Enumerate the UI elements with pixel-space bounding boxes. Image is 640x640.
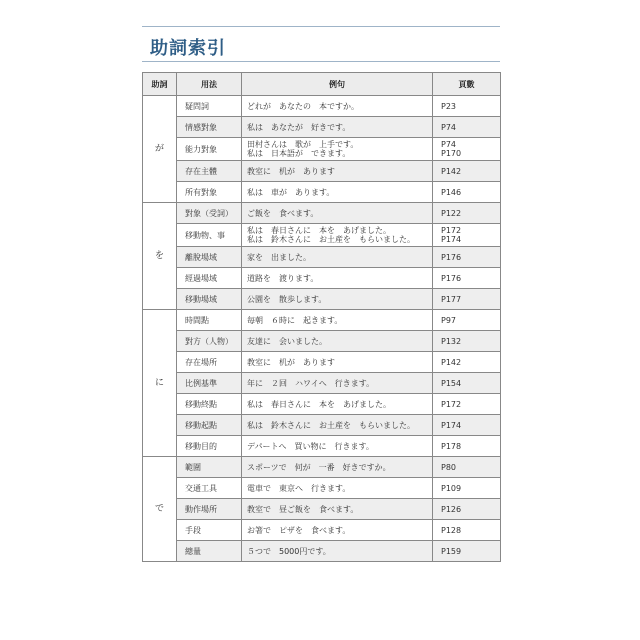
table-row bbox=[143, 96, 501, 117]
page-number: P142 bbox=[441, 357, 462, 367]
usage-cell: 能力對象 bbox=[177, 138, 242, 161]
page-cell bbox=[433, 96, 501, 117]
usage-cell: 比例基準 bbox=[177, 373, 242, 394]
example-sentence: 道路を 渡ります。 bbox=[247, 273, 319, 283]
table-row bbox=[143, 224, 501, 247]
page-number: P80 bbox=[441, 462, 457, 472]
usage-cell: 動作場所 bbox=[177, 499, 242, 520]
example-sentence: 年に ２回 ハワイへ 行きます。 bbox=[247, 378, 375, 388]
usage-cell: 移動起點 bbox=[177, 415, 242, 436]
page-number: P170 bbox=[441, 149, 462, 158]
example-cell bbox=[242, 436, 433, 457]
page-number: P128 bbox=[441, 525, 462, 535]
example-cell bbox=[242, 117, 433, 138]
particle-index-table bbox=[142, 72, 501, 562]
page-cell bbox=[433, 541, 501, 562]
header-example: 例句 bbox=[242, 73, 433, 96]
page-cell bbox=[433, 247, 501, 268]
table-row bbox=[143, 457, 501, 478]
page-cell bbox=[433, 289, 501, 310]
example-sentence: お箸で ピザを 食べます。 bbox=[247, 525, 351, 535]
example-sentence: 公園を 散歩します。 bbox=[247, 294, 327, 304]
example-cell bbox=[242, 161, 433, 182]
page-number: P176 bbox=[441, 273, 462, 283]
page-cell bbox=[433, 499, 501, 520]
page-cell bbox=[433, 331, 501, 352]
example-cell bbox=[242, 138, 433, 161]
example-cell bbox=[242, 247, 433, 268]
page-number: P146 bbox=[441, 187, 462, 197]
example-cell bbox=[242, 541, 433, 562]
usage-cell: 移動終點 bbox=[177, 394, 242, 415]
example-cell bbox=[242, 352, 433, 373]
example-sentence: スポーツで 何が 一番 好きですか。 bbox=[247, 462, 391, 472]
example-cell bbox=[242, 182, 433, 203]
usage-cell: 交通工具 bbox=[177, 478, 242, 499]
example-cell bbox=[242, 457, 433, 478]
example-cell bbox=[242, 268, 433, 289]
example-sentence: デパートへ 買い物に 行きます。 bbox=[247, 441, 374, 451]
example-sentence: 友達に 会いました。 bbox=[247, 336, 327, 346]
usage-cell: 移動場域 bbox=[177, 289, 242, 310]
example-sentence: 私は 鈴木さんに お土産を もらいました。 bbox=[247, 420, 415, 430]
usage-cell: 手段 bbox=[177, 520, 242, 541]
usage-cell: 所有對象 bbox=[177, 182, 242, 203]
page-cell bbox=[433, 310, 501, 331]
page-number: P74 bbox=[441, 140, 457, 149]
table-row bbox=[143, 182, 501, 203]
page-number: P174 bbox=[441, 235, 462, 244]
example-cell bbox=[242, 331, 433, 352]
particle-cell: が bbox=[143, 96, 177, 203]
example-sentence: どれが あなたの 本ですか。 bbox=[247, 101, 359, 111]
usage-cell: 範圍 bbox=[177, 457, 242, 478]
table-row bbox=[143, 415, 501, 436]
page-cell bbox=[433, 268, 501, 289]
example-cell bbox=[242, 289, 433, 310]
example-cell bbox=[242, 478, 433, 499]
usage-cell: 存在場所 bbox=[177, 352, 242, 373]
example-sentence: 毎朝 ６時に 起きます。 bbox=[247, 315, 343, 325]
page-cell bbox=[433, 478, 501, 499]
example-sentence: 私は 鈴木さんに お土産を もらいました。 bbox=[247, 235, 415, 244]
page-cell bbox=[433, 161, 501, 182]
page-cell bbox=[433, 117, 501, 138]
page-number: P126 bbox=[441, 504, 462, 514]
page-cell bbox=[433, 436, 501, 457]
page-number: P176 bbox=[441, 252, 462, 262]
example-cell bbox=[242, 96, 433, 117]
usage-cell: 疑問詞 bbox=[177, 96, 242, 117]
table-row bbox=[143, 138, 501, 161]
table-row bbox=[143, 247, 501, 268]
page-cell bbox=[433, 520, 501, 541]
table-row bbox=[143, 478, 501, 499]
header-usage: 用法 bbox=[177, 73, 242, 96]
usage-cell: 情感對象 bbox=[177, 117, 242, 138]
page-cell bbox=[433, 415, 501, 436]
table-row bbox=[143, 541, 501, 562]
example-sentence: 私は 日本語が できます。 bbox=[247, 149, 351, 158]
page-number: P177 bbox=[441, 294, 462, 304]
example-sentence: 私は 春日さんに 本を あげました。 bbox=[247, 399, 391, 409]
page-cell bbox=[433, 373, 501, 394]
example-sentence: 電車で 東京へ 行きます。 bbox=[247, 483, 351, 493]
page-number: P23 bbox=[441, 101, 457, 111]
page-number: P97 bbox=[441, 315, 457, 325]
page-cell bbox=[433, 138, 501, 161]
table-row bbox=[143, 373, 501, 394]
particle-cell: に bbox=[143, 310, 177, 457]
table-body bbox=[143, 96, 501, 562]
table-row bbox=[143, 499, 501, 520]
page-number: P178 bbox=[441, 441, 462, 451]
page-number: P109 bbox=[441, 483, 462, 493]
page-title: 助詞索引 bbox=[150, 38, 226, 59]
example-sentence: ５つで 5000円です。 bbox=[247, 546, 331, 556]
title-rule bbox=[142, 61, 500, 62]
table-row bbox=[143, 268, 501, 289]
table-row bbox=[143, 310, 501, 331]
example-sentence: 田村さんは 歌が 上手です。 bbox=[247, 140, 359, 149]
page-number: P172 bbox=[441, 226, 462, 235]
usage-cell: 存在主體 bbox=[177, 161, 242, 182]
example-sentence: 私は 車が あります。 bbox=[247, 187, 335, 197]
page-number: P172 bbox=[441, 399, 462, 409]
usage-cell: 移動物、事 bbox=[177, 224, 242, 247]
usage-cell: 經過場域 bbox=[177, 268, 242, 289]
page-number: P74 bbox=[441, 122, 457, 132]
page-cell bbox=[433, 224, 501, 247]
usage-cell: 對象（受詞） bbox=[177, 203, 242, 224]
example-sentence: 私は 春日さんに 本を あげました。 bbox=[247, 226, 391, 235]
page-number: P142 bbox=[441, 166, 462, 176]
page-number: P132 bbox=[441, 336, 462, 346]
page-cell bbox=[433, 394, 501, 415]
usage-cell: 時間點 bbox=[177, 310, 242, 331]
example-cell bbox=[242, 310, 433, 331]
page-number: P159 bbox=[441, 546, 462, 556]
example-cell bbox=[242, 499, 433, 520]
page-cell bbox=[433, 182, 501, 203]
table-row bbox=[143, 331, 501, 352]
example-cell bbox=[242, 373, 433, 394]
table-row bbox=[143, 203, 501, 224]
particle-cell: で bbox=[143, 457, 177, 562]
example-cell bbox=[242, 520, 433, 541]
table-row bbox=[143, 161, 501, 182]
usage-cell: 離脫場域 bbox=[177, 247, 242, 268]
example-sentence: 教室に 机が あります bbox=[247, 357, 335, 367]
table-header-row bbox=[143, 73, 501, 96]
particle-cell: を bbox=[143, 203, 177, 310]
example-sentence: 私は あなたが 好きです。 bbox=[247, 122, 351, 132]
usage-cell: 對方（人物） bbox=[177, 331, 242, 352]
example-cell bbox=[242, 203, 433, 224]
header-page: 頁數 bbox=[433, 73, 501, 96]
page-number: P174 bbox=[441, 420, 462, 430]
table-row bbox=[143, 352, 501, 373]
page-cell bbox=[433, 457, 501, 478]
usage-cell: 移動目的 bbox=[177, 436, 242, 457]
example-sentence: 教室に 机が あります bbox=[247, 166, 335, 176]
usage-cell: 總量 bbox=[177, 541, 242, 562]
page-cell bbox=[433, 352, 501, 373]
page-number: P154 bbox=[441, 378, 462, 388]
example-sentence: 教室で 昼ご飯を 食べます。 bbox=[247, 504, 359, 514]
top-rule bbox=[142, 26, 500, 27]
example-cell bbox=[242, 394, 433, 415]
example-sentence: ご飯を 食べます。 bbox=[247, 208, 319, 218]
page-cell bbox=[433, 203, 501, 224]
table-row bbox=[143, 436, 501, 457]
table-row bbox=[143, 520, 501, 541]
table-row bbox=[143, 117, 501, 138]
example-cell bbox=[242, 415, 433, 436]
header-particle: 助詞 bbox=[143, 73, 177, 96]
table-row bbox=[143, 289, 501, 310]
example-cell bbox=[242, 224, 433, 247]
page-number: P122 bbox=[441, 208, 462, 218]
table-row bbox=[143, 394, 501, 415]
example-sentence: 家を 出ました。 bbox=[247, 252, 311, 262]
